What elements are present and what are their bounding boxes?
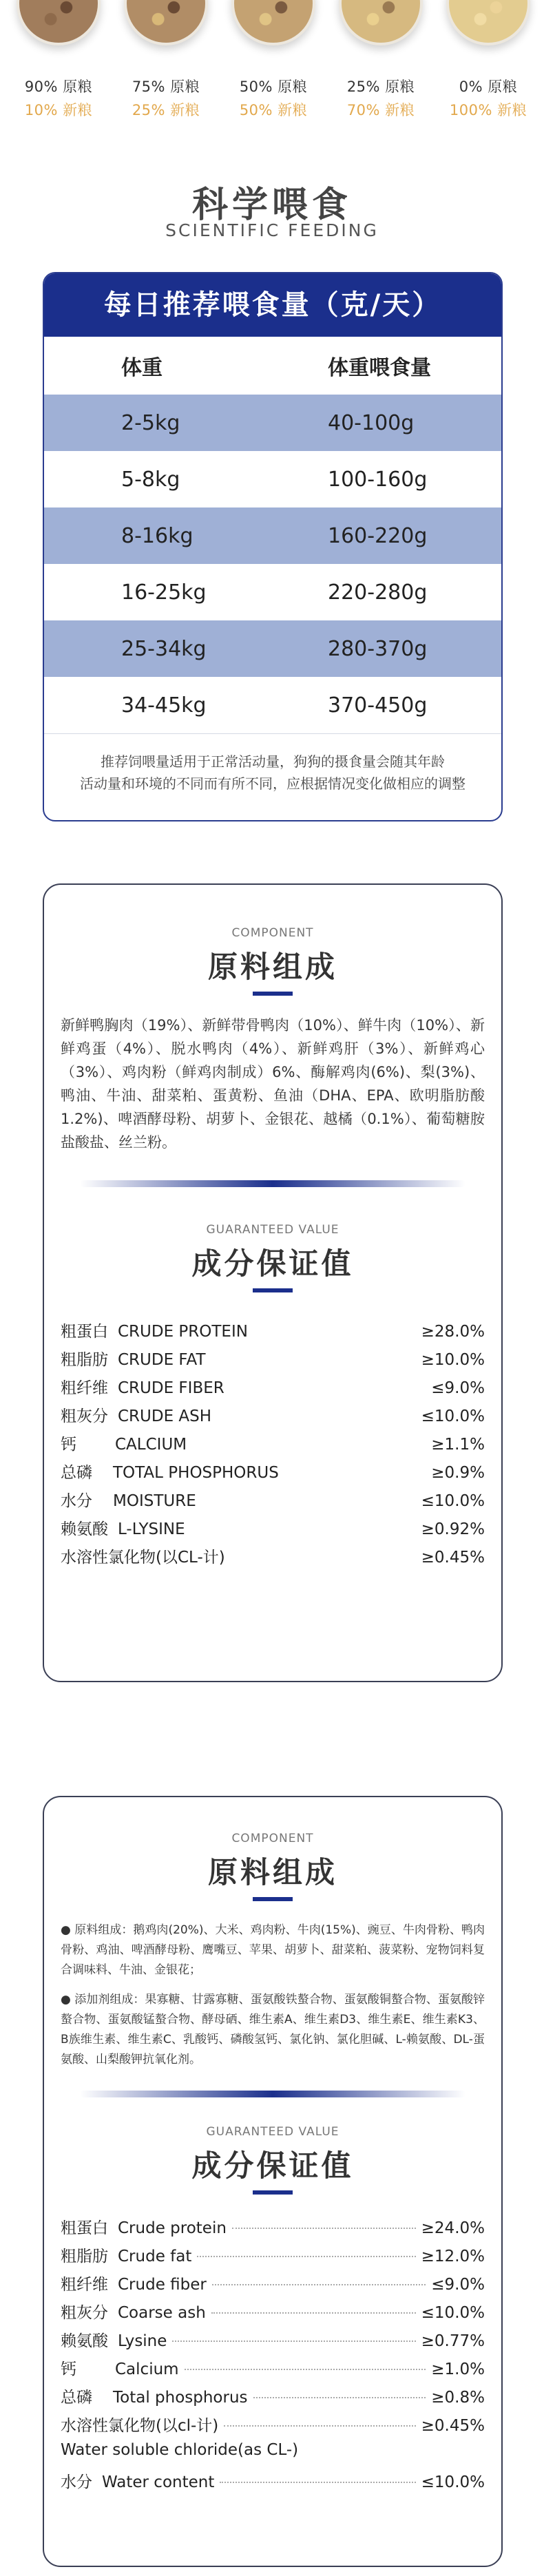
list-item xyxy=(44,2300,501,2328)
nutrient-name-cn: 钙 xyxy=(61,1436,76,1454)
nutrient-value: ≥0.45% xyxy=(421,1549,485,1567)
component-caption-en: COMPONENT xyxy=(231,926,314,940)
nutrient-value: ≤9.0% xyxy=(431,2276,485,2294)
nutrient-name-cn: 赖氨酸 xyxy=(61,1520,108,1538)
nutrient-name-en: Water soluble chloride(as CL-) xyxy=(61,2441,299,2459)
feeding-table-card xyxy=(43,272,503,821)
nutrient-name-en: Water content xyxy=(102,2473,215,2491)
table-row xyxy=(44,677,501,733)
list-item xyxy=(44,1403,501,1432)
nutrient-name-en: CRUDE FAT xyxy=(118,1351,206,1369)
new-food-ratio: 50% 新粮 xyxy=(239,102,308,118)
nutrient-name-en: (以cl-计) xyxy=(156,2417,219,2435)
nutrient-name-en: CRUDE PROTEIN xyxy=(118,1323,248,1341)
nutrient-name-cn: 粗脂肪 xyxy=(61,1351,108,1369)
nutrient-name-cn: 水分 xyxy=(61,2473,92,2491)
amount-cell: 370-450g xyxy=(328,693,428,718)
list-item xyxy=(44,2328,501,2356)
table-row xyxy=(44,451,501,507)
caption-underline xyxy=(253,992,293,996)
feeding-note xyxy=(44,733,501,795)
composition-card-2 xyxy=(43,1796,503,2567)
nutrient-value: ≥10.0% xyxy=(421,1351,485,1369)
nutrient-value: ≥28.0% xyxy=(421,1323,485,1341)
list-item xyxy=(44,2469,501,2498)
new-food-ratio: 25% 新粮 xyxy=(132,102,200,118)
weight-cell: 2-5kg xyxy=(121,410,180,435)
nutrient-name-cn: 水溶性氯化物 xyxy=(61,2417,156,2435)
food-bowl-image xyxy=(231,0,315,45)
nutrient-name-cn: 粗灰分 xyxy=(61,2304,108,2322)
nutrient-name-cn: 粗纤维 xyxy=(61,1379,108,1397)
amount-cell: 160-220g xyxy=(328,523,428,548)
food-bowl-image xyxy=(17,0,101,45)
old-food-ratio: 90% 原粮 xyxy=(24,78,93,95)
nutrient-value: ≥24.0% xyxy=(421,2219,485,2237)
feeding-table-header xyxy=(44,337,501,395)
list-item xyxy=(44,2243,501,2272)
list-item xyxy=(44,2272,501,2300)
list-item xyxy=(44,1544,501,1573)
nutrient-name-en: L-LYSINE xyxy=(118,1520,185,1538)
guaranteed-caption-cn: 成分保证值 xyxy=(191,2149,354,2184)
nutrient-name-en: Lysine xyxy=(118,2332,167,2350)
list-item xyxy=(44,1460,501,1488)
nutrient-name-en: Crude fat xyxy=(118,2248,192,2265)
mix-item-3 xyxy=(222,0,325,120)
table-row xyxy=(44,395,501,451)
nutrient-name-cn: 粗蛋白 xyxy=(61,1323,108,1341)
nutrient-name-en: MOISTURE xyxy=(113,1492,196,1510)
nutrient-name-en: Calcium xyxy=(115,2360,179,2378)
column-header-weight: 体重 xyxy=(121,356,163,380)
nutrient-name-cn: 水分 xyxy=(61,1492,92,1510)
nutrient-value: ≤9.0% xyxy=(431,1379,485,1397)
nutrient-name-cn: 钙 xyxy=(61,2360,76,2378)
nutrient-name-en: CRUDE FIBER xyxy=(118,1379,224,1397)
nutrient-value: ≥0.8% xyxy=(431,2389,485,2407)
nutrient-value: ≤10.0% xyxy=(421,2473,485,2491)
ingredients-text: 新鲜鸭胸肉（19%）、新鲜带骨鸭肉（10%）、鲜牛肉（10%）、新鲜鸡蛋（4%）、脱水鸭肉（4%）、新鲜鸡肝（3%）、新鲜鸡心（3%）、鸡肉粉（鲜鸡肉制成）6%、酶解鸡肉(6%)、梨(3%)、鸭油、牛油、甜菜粕、蛋黄粉、鱼油（DHA、EPA、欧明脂肪酸1.2%)、啤酒酵母粉、胡萝卜、金银花、越橘（0.1%）、葡萄糖胺盐酸盐、丝兰粉。 xyxy=(61,1017,485,1151)
list-item xyxy=(44,2385,501,2413)
nutrient-name-cn: 粗灰分 xyxy=(61,1407,108,1425)
table-row xyxy=(44,507,501,564)
nutrient-name-en: (以CL-计) xyxy=(156,1549,225,1567)
old-food-ratio: 0% 原粮 xyxy=(459,78,518,95)
list-item xyxy=(44,2356,501,2385)
guaranteed-values-list xyxy=(44,2215,501,2498)
old-food-ratio: 25% 原粮 xyxy=(346,78,415,95)
new-food-ratio: 100% 新粮 xyxy=(449,102,527,118)
nutrient-name-en: CRUDE ASH xyxy=(118,1407,212,1425)
nutrient-value: ≥1.0% xyxy=(431,2360,485,2378)
amount-cell: 220-280g xyxy=(328,580,428,605)
mix-item-1 xyxy=(7,0,110,120)
nutrient-value: ≥1.1% xyxy=(431,1436,485,1454)
new-food-ratio: 10% 新粮 xyxy=(24,102,93,118)
nutrient-name-en: Total phosphorus xyxy=(113,2389,248,2407)
guaranteed-caption-en: GUARANTEED VALUE xyxy=(206,2125,339,2139)
component-caption-cn: 原料组成 xyxy=(208,950,337,985)
list-item xyxy=(44,2413,501,2441)
feeding-note-line-2: 活动量和环境的不同而有所不同，应根据情况变化做相应的调整 xyxy=(80,775,465,792)
weight-cell: 34-45kg xyxy=(121,693,207,718)
list-item xyxy=(44,1432,501,1460)
component-caption-cn: 原料组成 xyxy=(208,1856,337,1890)
table-row xyxy=(44,564,501,620)
old-food-ratio: 50% 原粮 xyxy=(239,78,308,95)
list-item xyxy=(44,1488,501,1516)
list-item xyxy=(44,1516,501,1544)
nutrient-name-en: Crude protein xyxy=(118,2219,227,2237)
nutrient-value: ≥0.45% xyxy=(421,2417,485,2435)
weight-cell: 8-16kg xyxy=(121,523,193,548)
list-item xyxy=(44,1319,501,1347)
nutrient-value: ≥0.9% xyxy=(431,1464,485,1482)
mix-item-2 xyxy=(114,0,218,120)
guaranteed-values-list xyxy=(44,1319,501,1573)
food-bowl-image xyxy=(339,0,423,45)
amount-cell: 100-160g xyxy=(328,467,428,492)
nutrient-name-en: TOTAL PHOSPHORUS xyxy=(113,1464,279,1482)
nutrient-value: ≥12.0% xyxy=(421,2248,485,2265)
food-bowl-image xyxy=(446,0,530,45)
nutrient-name-cn: 总磷 xyxy=(61,2389,92,2407)
nutrient-name-cn: 粗脂肪 xyxy=(61,2248,108,2265)
guaranteed-caption-cn: 成分保证值 xyxy=(191,1247,354,1281)
component-caption-en: COMPONENT xyxy=(231,1832,314,1845)
weight-cell: 16-25kg xyxy=(121,580,207,605)
nutrient-name-cn: 粗纤维 xyxy=(61,2276,108,2294)
section-title: 科学喂食 xyxy=(191,185,352,226)
feeding-table-title: 每日推荐喂食量（克/天） xyxy=(44,273,501,337)
list-item xyxy=(44,1375,501,1403)
nutrient-value: ≥0.92% xyxy=(421,1520,485,1538)
ingredients-text: ● 原料组成：鹅鸡肉(20%)、大米、鸡肉粉、牛肉(15%)、豌豆、牛肉骨粉、鸭肉骨粉、鸡油、啤酒酵母粉、鹰嘴豆、苹果、胡萝卜、甜菜粕、菠菜粉、宠物饲料复合调味料、牛油、金银花； xyxy=(61,1923,485,1977)
list-item xyxy=(44,1347,501,1375)
nutrient-name-cn: 粗蛋白 xyxy=(61,2219,108,2237)
nutrient-name-cn: 水溶性氯化物 xyxy=(61,1549,156,1567)
weight-cell: 5-8kg xyxy=(121,467,180,492)
guaranteed-caption-en: GUARANTEED VALUE xyxy=(206,1223,339,1237)
amount-cell: 280-370g xyxy=(328,636,428,661)
list-item xyxy=(44,2215,501,2243)
additives-text: ● 添加剂组成：果寡糖、甘露寡糖、蛋氨酸铁螯合物、蛋氨酸铜螯合物、蛋氨酸锌螯合物、蛋氨酸锰螯合物、酵母硒、维生素A、维生素D3、维生素E、维生素K3、B族维生素、维生素C、乳酸钙、磷酸氢钙、氯化钠、氯化胆碱、L-赖氨酸、DL-蛋氨酸、山梨酸钾抗氧化剂。 xyxy=(61,1993,485,2066)
nutrient-value: ≤10.0% xyxy=(421,2304,485,2322)
nutrient-name-cn: 总磷 xyxy=(61,1464,92,1482)
feeding-note-line-1: 推荐饲喂量适用于正常活动量，狗狗的摄食量会随其年龄 xyxy=(101,753,445,770)
mix-item-5 xyxy=(437,0,540,120)
mix-ratio-strip xyxy=(0,0,544,158)
nutrient-value: ≥0.77% xyxy=(421,2332,485,2350)
list-item xyxy=(44,2441,501,2469)
amount-cell: 40-100g xyxy=(328,410,415,435)
old-food-ratio: 75% 原粮 xyxy=(132,78,200,95)
composition-card-1 xyxy=(43,883,503,1682)
nutrient-value: ≤10.0% xyxy=(421,1407,485,1425)
nutrient-name-cn: 赖氨酸 xyxy=(61,2332,108,2350)
table-row xyxy=(44,620,501,677)
weight-cell: 25-34kg xyxy=(121,636,207,661)
new-food-ratio: 70% 新粮 xyxy=(346,102,415,118)
nutrient-name-en: CALCIUM xyxy=(115,1436,187,1454)
nutrient-name-en: Crude fiber xyxy=(118,2276,207,2294)
nutrient-name-en: Coarse ash xyxy=(118,2304,206,2322)
section-divider xyxy=(80,1180,465,1187)
section-subtitle: SCIENTIFIC FEEDING xyxy=(165,220,379,240)
mix-item-4 xyxy=(329,0,432,120)
nutrient-value: ≤10.0% xyxy=(421,1492,485,1510)
food-bowl-image xyxy=(124,0,208,45)
column-header-amount: 体重喂食量 xyxy=(328,356,431,380)
section-divider xyxy=(80,2091,465,2097)
